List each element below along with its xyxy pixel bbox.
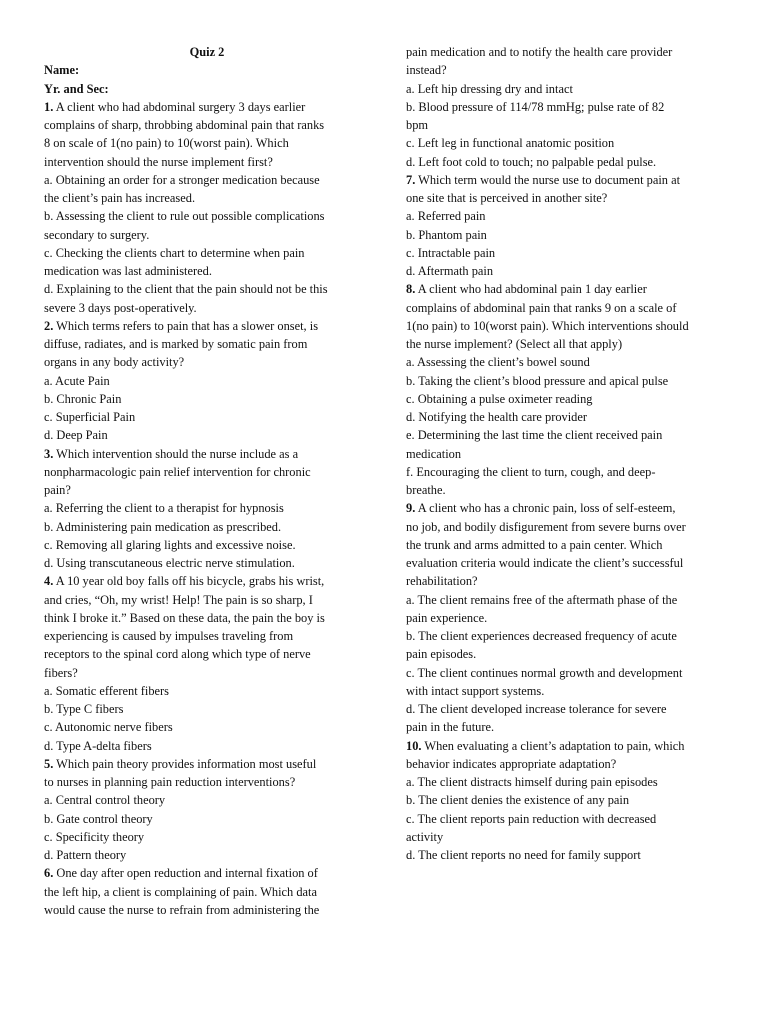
- line-text: c. Intractable pain: [406, 245, 496, 260]
- text-line: [406, 43, 728, 61]
- text-line: [406, 207, 728, 225]
- line-text: no job, and bodily disfigurement from severe burns over: [406, 519, 686, 534]
- line-text: d. The client reports no need for family support: [406, 848, 641, 862]
- text-line: [44, 372, 366, 390]
- question-number: 3.: [44, 446, 54, 461]
- right-column: [406, 43, 728, 864]
- line-text: b. Chronic Pain: [44, 391, 122, 406]
- line-text: d. Aftermath pain: [406, 264, 494, 278]
- text-line: [406, 98, 728, 116]
- text-line: [44, 481, 366, 499]
- line-text: d. Deep Pain: [44, 428, 108, 443]
- text-line: [44, 682, 366, 700]
- text-line: [406, 372, 728, 390]
- line-text: to nurses in planning pain reduction interventions?: [44, 775, 296, 789]
- line-text: would cause the nurse to refrain from administering the: [44, 902, 320, 917]
- text-line: [44, 536, 366, 554]
- text-line: [406, 116, 728, 134]
- text-line: [44, 463, 366, 481]
- line-text: c. The client continues normal growth and development: [406, 665, 683, 680]
- line-text: pain episodes.: [406, 647, 477, 662]
- question-line: [44, 98, 366, 116]
- text-line: [406, 226, 728, 244]
- line-text: c. Specificity theory: [44, 829, 145, 844]
- text-line: [44, 773, 366, 791]
- text-line: [44, 171, 366, 189]
- text-line: [406, 299, 728, 317]
- line-text: c. Obtaining a pulse oximeter reading: [406, 391, 593, 406]
- text-line: [44, 664, 366, 682]
- text-line: [44, 518, 366, 536]
- line-text: a. Assessing the client’s bowel sound: [406, 355, 590, 370]
- line-text: instead?: [406, 63, 447, 78]
- question-line: [44, 572, 366, 590]
- text-line: [44, 426, 366, 444]
- text-line: [44, 554, 366, 572]
- question-line: [44, 317, 366, 335]
- text-line: [406, 810, 728, 828]
- text-line: [406, 445, 728, 463]
- line-text: d. Explaining to the client that the pain should not be this: [44, 282, 328, 297]
- text-line: [44, 408, 366, 426]
- text-line: [44, 846, 366, 864]
- line-text: fibers?: [44, 665, 78, 680]
- question-line: [406, 171, 728, 189]
- question-number: 6.: [44, 866, 54, 881]
- text-line: [44, 390, 366, 408]
- line-text: breathe.: [406, 483, 446, 497]
- text-line: [44, 207, 366, 225]
- line-text: b. Blood pressure of 114/78 mmHg; pulse rate of 82: [406, 99, 665, 114]
- line-text: complains of sharp, throbbing abdominal pain that ranks: [44, 118, 325, 132]
- text-line: [44, 609, 366, 627]
- text-line: [406, 61, 728, 79]
- text-line: [406, 645, 728, 663]
- line-text: b. Phantom pain: [406, 227, 487, 242]
- line-text: rehabilitation?: [406, 574, 478, 589]
- text-line: [44, 901, 366, 919]
- text-line: [406, 536, 728, 554]
- line-text: d. The client developed increase tolerance for severe: [406, 702, 667, 716]
- line-text: a. Somatic efferent fibers: [44, 683, 170, 698]
- name-label: Name:: [44, 63, 80, 78]
- line-text: experiencing is caused by impulses traveling from: [44, 629, 294, 643]
- line-text: behavior indicates appropriate adaptation?: [406, 756, 617, 771]
- text-line: [44, 226, 366, 244]
- line-text: Which term would the nurse use to document pain at: [415, 172, 681, 187]
- text-line: [44, 280, 366, 298]
- text-line: [406, 554, 728, 572]
- line-text: secondary to surgery.: [44, 227, 150, 242]
- text-line: [44, 134, 366, 152]
- text-line: [44, 627, 366, 645]
- text-line: [406, 518, 728, 536]
- text-line: [44, 353, 366, 371]
- line-text: a. Acute Pain: [44, 373, 110, 388]
- line-text: b. Assessing the client to rule out possible complications: [44, 209, 325, 224]
- text-line: [406, 828, 728, 846]
- quiz-title: Quiz 2: [189, 45, 225, 59]
- text-line: [406, 572, 728, 590]
- line-text: evaluation criteria would indicate the client’s successful: [406, 556, 684, 570]
- text-line: [44, 828, 366, 846]
- line-text: medication: [406, 446, 462, 461]
- text-line: [44, 335, 366, 353]
- line-text: b. Administering pain medication as prescribed.: [44, 519, 282, 534]
- text-line: [44, 700, 366, 718]
- line-text: A client who had abdominal pain 1 day earlier: [415, 282, 647, 297]
- line-text: a. Obtaining an order for a stronger medication because: [44, 172, 320, 187]
- text-line: [44, 499, 366, 517]
- line-text: the client’s pain has increased.: [44, 191, 196, 205]
- line-text: a. Left hip dressing dry and intact: [406, 81, 573, 96]
- text-line: [44, 153, 366, 171]
- text-line: [406, 426, 728, 444]
- line-text: diffuse, radiates, and is marked by somatic pain from: [44, 337, 308, 351]
- text-line: [406, 481, 728, 499]
- question-line: [44, 864, 366, 882]
- text-line: [406, 846, 728, 864]
- question-number: 10.: [406, 738, 422, 753]
- text-line: [406, 773, 728, 791]
- text-line: [406, 664, 728, 682]
- text-line: [406, 791, 728, 809]
- text-line: [406, 627, 728, 645]
- line-text: Which intervention should the nurse include as a: [53, 446, 299, 461]
- line-text: When evaluating a client’s adaptation to pain, which: [421, 738, 685, 753]
- line-text: b. Gate control theory: [44, 811, 153, 826]
- text-line: [406, 682, 728, 700]
- text-line: [406, 591, 728, 609]
- line-text: b. The client denies the existence of any pain: [406, 793, 630, 808]
- line-text: pain medication and to notify the health care provider: [406, 45, 673, 59]
- text-line: [406, 244, 728, 262]
- line-text: the left hip, a client is complaining of pain. Which data: [44, 884, 317, 899]
- line-text: pain experience.: [406, 610, 488, 625]
- line-text: activity: [406, 829, 444, 844]
- section-label: Yr. and Sec:: [44, 81, 109, 96]
- text-line: [406, 718, 728, 736]
- line-text: receptors to the spinal cord along which type of nerve: [44, 647, 311, 662]
- line-text: with intact support systems.: [406, 683, 545, 698]
- question-number: 9.: [406, 501, 416, 516]
- line-text: c. Superficial Pain: [44, 410, 136, 424]
- line-text: c. Autonomic nerve fibers: [44, 720, 173, 735]
- line-text: c. The client reports pain reduction with decreased: [406, 811, 657, 826]
- text-line: [44, 883, 366, 901]
- text-line: [406, 189, 728, 207]
- line-text: pain?: [44, 483, 71, 497]
- line-text: a. The client remains free of the aftermath phase of the: [406, 592, 678, 607]
- left-column: [44, 43, 366, 919]
- text-line: [406, 262, 728, 280]
- question-number: 8.: [406, 282, 416, 297]
- line-text: f. Encouraging the client to turn, cough, and deep-: [406, 464, 656, 479]
- question-number: 1.: [44, 99, 54, 114]
- question-number: 2.: [44, 318, 54, 333]
- line-text: the trunk and arms admitted to a pain center. Which: [406, 537, 663, 552]
- text-line: [406, 463, 728, 481]
- text-line: [44, 737, 366, 755]
- line-text: severe 3 days post-operatively.: [44, 300, 197, 315]
- line-text: d. Left foot cold to touch; no palpable pedal pulse.: [406, 154, 657, 169]
- text-line: [406, 153, 728, 171]
- line-text: a. Central control theory: [44, 793, 166, 808]
- line-text: b. Taking the client’s blood pressure and apical pulse: [406, 373, 669, 388]
- text-line: [406, 700, 728, 718]
- line-text: think I broke it.” Based on these data, the pain the boy is: [44, 610, 325, 625]
- line-text: and cries, “Oh, my wrist! Help! The pain is so sharp, I: [44, 592, 313, 607]
- line-text: Which pain theory provides information most useful: [53, 756, 317, 771]
- line-text: medication was last administered.: [44, 264, 212, 278]
- line-text: bpm: [406, 118, 429, 132]
- line-text: c. Checking the clients chart to determine when pain: [44, 245, 305, 260]
- line-text: a. Referred pain: [406, 209, 486, 224]
- text-line: [44, 116, 366, 134]
- line-text: 1(no pain) to 10(worst pain). Which interventions should: [406, 318, 689, 333]
- question-line: [406, 737, 728, 755]
- line-text: complains of abdominal pain that ranks 9 on a scale of: [406, 300, 677, 315]
- line-text: A client who has a chronic pain, loss of self-esteem,: [415, 501, 676, 516]
- line-text: d. Notifying the health care provider: [406, 410, 587, 424]
- text-line: [406, 609, 728, 627]
- line-text: e. Determining the last time the client received pain: [406, 428, 663, 443]
- line-text: one site that is perceived in another site?: [406, 191, 608, 205]
- question-line: [44, 445, 366, 463]
- text-line: [44, 810, 366, 828]
- line-text: b. Type C fibers: [44, 702, 124, 716]
- line-text: b. The client experiences decreased frequency of acute: [406, 629, 677, 643]
- question-line: [406, 280, 728, 298]
- text-line: [44, 791, 366, 809]
- text-line: [406, 317, 728, 335]
- question-number: 7.: [406, 172, 416, 187]
- question-line: [406, 499, 728, 517]
- line-text: a. Referring the client to a therapist for hypnosis: [44, 501, 284, 516]
- text-line: [406, 80, 728, 98]
- text-line: [406, 134, 728, 152]
- line-text: intervention should the nurse implement first?: [44, 154, 273, 169]
- line-text: A 10 year old boy falls off his bicycle, grabs his wrist,: [53, 574, 325, 589]
- line-text: nonpharmacologic pain relief intervention for chronic: [44, 464, 311, 479]
- text-line: [44, 718, 366, 736]
- question-number: 4.: [44, 574, 54, 589]
- line-text: c. Left leg in functional anatomic position: [406, 136, 615, 151]
- line-text: d. Using transcutaneous electric nerve stimulation.: [44, 556, 295, 570]
- text-line: [44, 591, 366, 609]
- line-text: the nurse implement? (Select all that apply): [406, 337, 623, 351]
- text-line: [44, 299, 366, 317]
- line-text: c. Removing all glaring lights and excessive noise.: [44, 537, 296, 552]
- text-line: [406, 408, 728, 426]
- line-text: 8 on scale of 1(no pain) to 10(worst pain). Which: [44, 136, 289, 151]
- line-text: pain in the future.: [406, 720, 495, 735]
- text-line: [406, 755, 728, 773]
- line-text: a. The client distracts himself during pain episodes: [406, 775, 658, 789]
- line-text: A client who had abdominal surgery 3 days earlier: [53, 99, 306, 114]
- text-line: [44, 244, 366, 262]
- text-line: [44, 262, 366, 280]
- question-number: 5.: [44, 756, 54, 771]
- line-text: d. Pattern theory: [44, 848, 127, 862]
- text-line: [44, 645, 366, 663]
- text-line: [406, 390, 728, 408]
- text-line: [44, 189, 366, 207]
- text-line: [406, 335, 728, 353]
- text-line: [406, 353, 728, 371]
- line-text: Which terms refers to pain that has a slower onset, is: [53, 318, 319, 333]
- line-text: One day after open reduction and internal fixation of: [53, 866, 318, 881]
- line-text: d. Type A-delta fibers: [44, 738, 152, 753]
- question-line: [44, 755, 366, 773]
- line-text: organs in any body activity?: [44, 355, 185, 370]
